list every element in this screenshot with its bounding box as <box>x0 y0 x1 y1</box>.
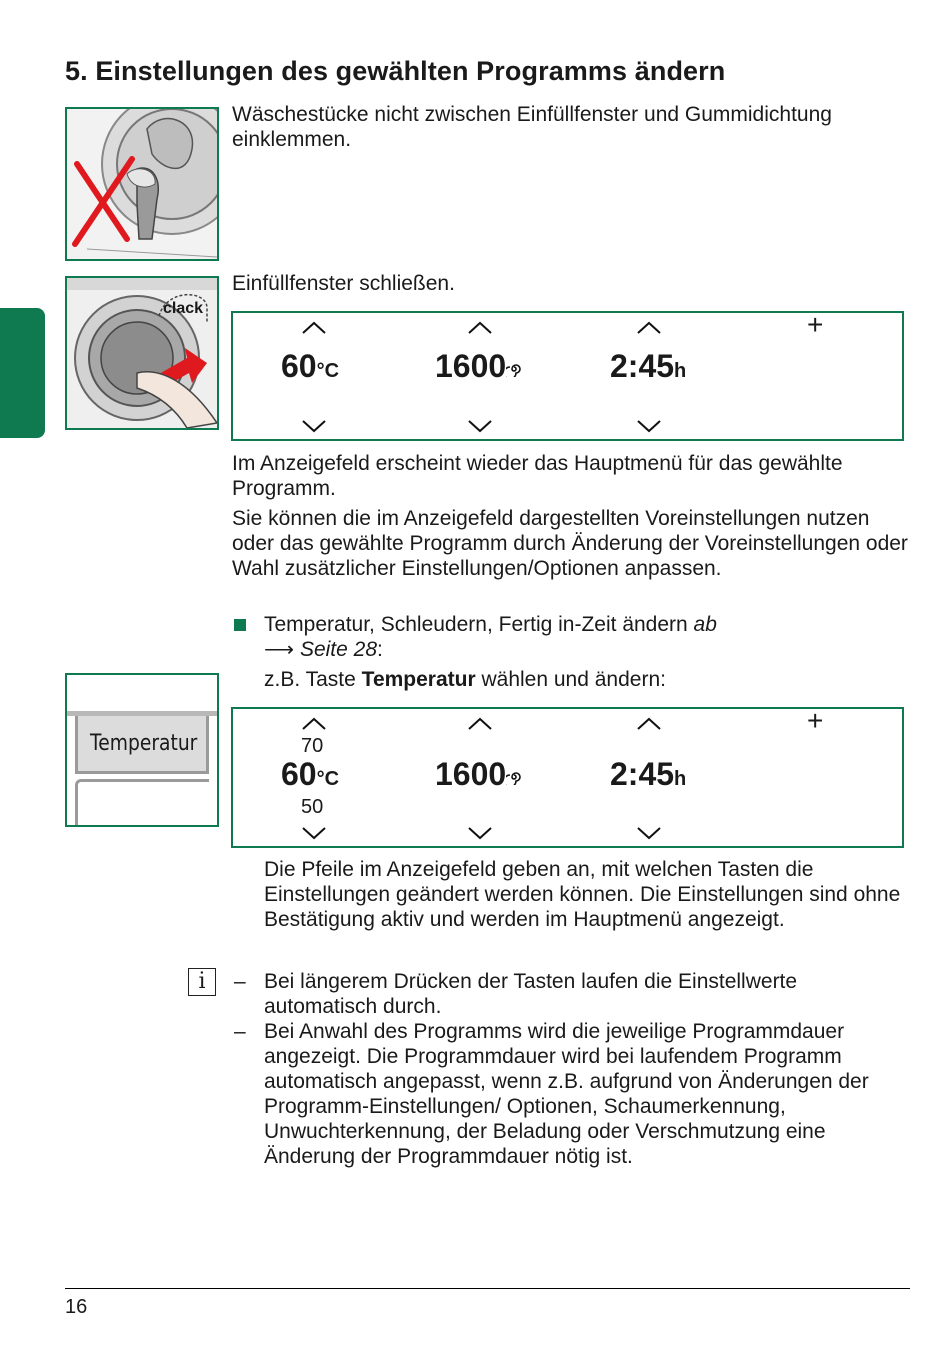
note-1: Bei längerem Drücken der Tasten laufen die Einstellwerte automatisch durch. <box>264 970 798 1018</box>
time-value <box>610 348 686 385</box>
example-suffix: wählen und ändern: <box>475 668 666 691</box>
bullet-marker <box>234 619 246 631</box>
temperatur-button-label: Temperatur <box>90 731 198 756</box>
bullet-main-text: Temperatur, Schleudern, Fertig in-Zeit ändern <box>264 613 694 636</box>
footer-divider <box>65 1288 910 1289</box>
temp-down-arrow-icon[interactable] <box>301 419 327 433</box>
arrow-ref-icon: ⟶ <box>264 638 300 661</box>
note-2: Bei Anwahl des Programms wird die jeweilige Programmdauer angezeigt. Die Programmdauer wird bei laufendem Programm automatisch angepasst, wenn z.B. aufgrund von Änderungen der Programm-Einstellungen/ Optionen, Schaumerkennung, Unwuchterkennung, der Beladung oder Verschmutzung eine Änderung der Programmdauer nötig ist. <box>264 1020 869 1168</box>
paragraph-arrows: Die Pfeile im Anzeigefeld geben an, mit welchen Tasten die Einstellungen geändert werden können. Die Einstellungen sind ohne Bestätigung aktiv und werden im Hauptmenü angezeigt. <box>264 858 901 931</box>
step2-text: Einfüllfenster schließen. <box>232 272 455 295</box>
laundry-pinch-illustration <box>65 107 219 261</box>
temp-up-arrow-icon[interactable] <box>301 717 327 731</box>
temperature-next-value: 70 <box>301 735 324 757</box>
temperature-prev-value: 50 <box>301 796 324 818</box>
temp-down-arrow-icon[interactable] <box>301 826 327 840</box>
time-value <box>610 756 686 793</box>
button-panel-top <box>67 675 217 712</box>
time-number: 2:45 <box>610 756 675 792</box>
time-down-arrow-icon[interactable] <box>636 826 662 840</box>
time-unit: h <box>674 768 687 790</box>
page-ref-link[interactable]: Seite 28 <box>299 638 378 661</box>
temperature-value <box>281 756 339 793</box>
page-title: 5. Einstellungen des gewählten Programms ändern <box>65 56 726 86</box>
note-dash-1: – <box>234 970 246 993</box>
example-key: Temperatur <box>361 668 476 691</box>
clack-label: clack <box>163 300 204 317</box>
spin-value <box>435 348 522 385</box>
bullet-text <box>264 612 864 662</box>
example-text <box>264 667 666 692</box>
spin-icon <box>506 769 522 785</box>
temperature-number: 60 <box>281 756 317 792</box>
info-icon: i <box>188 968 216 996</box>
spin-up-arrow-icon[interactable] <box>467 321 493 335</box>
display-panel-temperature <box>231 707 904 848</box>
laundry-pinch-icon <box>67 109 217 259</box>
close-door-illustration <box>65 276 219 430</box>
temperature-number: 60 <box>281 348 317 384</box>
temperature-unit: °C <box>316 768 340 790</box>
chapter-tab <box>0 308 45 438</box>
example-prefix: z.B. Taste <box>264 668 362 691</box>
step1-text: Wäschestücke nicht zwischen Einfüllfenster und Gummidichtung einklemmen. <box>232 103 832 151</box>
display-panel-main <box>231 311 904 441</box>
plus-icon[interactable]: + <box>807 309 824 340</box>
spin-down-arrow-icon[interactable] <box>467 826 493 840</box>
spin-number: 1600 <box>435 348 507 384</box>
paragraph-presets: Sie können die im Anzeigefeld dargestellten Voreinstellungen nutzen oder das gewählte Programm durch Änderung der Voreinstellungen oder Wahl zusätzlicher Einstellungen/Optionen anpassen. <box>232 507 908 580</box>
spin-down-arrow-icon[interactable] <box>467 419 493 433</box>
button-lower-panel <box>75 779 209 825</box>
spin-number: 1600 <box>435 756 507 792</box>
time-up-arrow-icon[interactable] <box>636 717 662 731</box>
page-number: 16 <box>65 1296 88 1318</box>
temperatur-button-illustration <box>65 673 219 827</box>
temp-up-arrow-icon[interactable] <box>301 321 327 335</box>
bullet-colon: : <box>377 638 383 661</box>
time-number: 2:45 <box>610 348 675 384</box>
note-dash-2: – <box>234 1020 246 1043</box>
time-down-arrow-icon[interactable] <box>636 419 662 433</box>
bullet-ab: ab <box>693 613 717 636</box>
time-up-arrow-icon[interactable] <box>636 321 662 335</box>
plus-icon[interactable]: + <box>807 705 824 736</box>
spin-value <box>435 756 522 793</box>
paragraph-main-menu: Im Anzeigefeld erscheint wieder das Hauptmenü für das gewählte Programm. <box>232 452 843 500</box>
spin-icon <box>506 361 522 377</box>
temperatur-button[interactable] <box>75 716 209 774</box>
time-unit: h <box>674 360 687 382</box>
spin-up-arrow-icon[interactable] <box>467 717 493 731</box>
temperature-unit: °C <box>316 360 340 382</box>
temperature-value <box>281 348 339 385</box>
